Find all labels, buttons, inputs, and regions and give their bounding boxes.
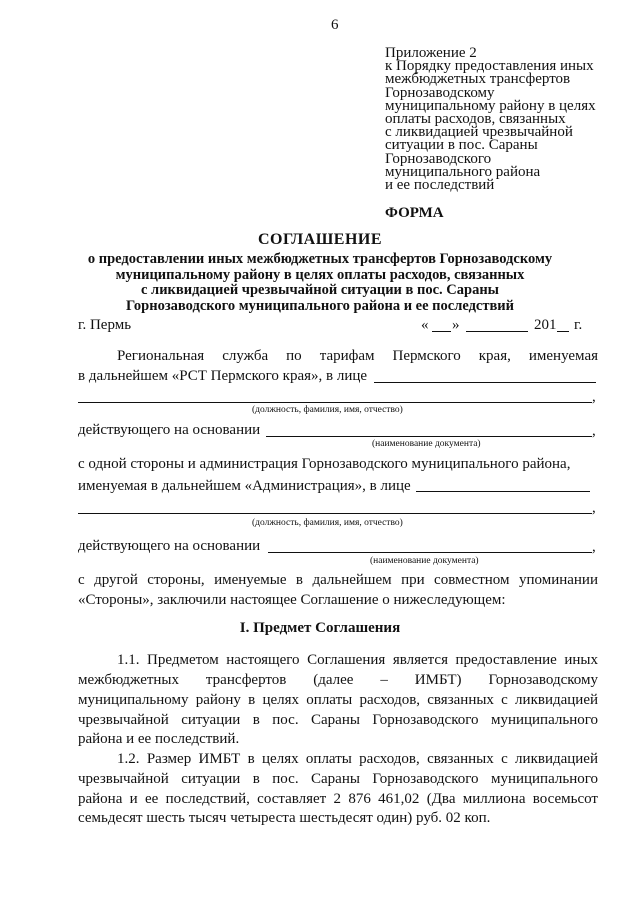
date-quote-open: «	[421, 317, 429, 333]
appendix-line: Горнозаводскому	[385, 84, 495, 101]
party2-position-blank[interactable]	[78, 513, 592, 514]
party2-document-hint: (наименование документа)	[370, 556, 479, 566]
date-quote-close: »	[452, 317, 460, 333]
appendix-line: муниципальному району в целях	[385, 97, 596, 114]
subtitle-line: Горнозаводского муниципального района и ее последствий	[125, 297, 515, 314]
party1-document-hint: (наименование документа)	[372, 439, 481, 449]
date-month-blank[interactable]	[466, 331, 528, 332]
appendix-line: и ее последствий	[385, 177, 495, 194]
section1-p1-line: муниципальному району в целях оплаты расходов, связанных с ликвидацией	[78, 692, 598, 708]
page-number: 6	[331, 17, 339, 33]
section1-p2-line: семьдесят шесть тысяч четыреста шестьдесят один) руб. 02 коп.	[78, 810, 491, 826]
closing-line1: с другой стороны, именуемые в дальнейшем при совместном упоминании	[78, 572, 598, 588]
appendix-line: муниципального района	[385, 163, 541, 180]
party2-basis-label: действующего на основании	[78, 538, 261, 554]
party2-representative-blank[interactable]	[416, 491, 590, 492]
party2-comma: ,	[592, 500, 596, 516]
party1-line2: в дальнейшем «РСТ Пермского края», в лице	[78, 368, 368, 384]
subtitle-line: о предоставлении иных межбюджетных трансфертов Горнозаводскому	[87, 251, 553, 267]
section1-p2-line: 1.2. Размер ИМБТ в целях оплаты расходов, связанных с ликвидацией	[117, 751, 598, 767]
place-text: г. Пермь	[78, 317, 132, 333]
date-year-blank[interactable]	[557, 331, 569, 332]
party2-basis-comma: ,	[592, 539, 596, 555]
closing-line2: «Стороны», заключили настоящее Соглашение о нижеследующем:	[78, 592, 506, 608]
appendix-line: ситуации в пос. Сараны	[385, 137, 538, 154]
appendix-line: межбюджетных трансфертов	[385, 71, 571, 88]
appendix-line: оплаты расходов, связанных	[385, 111, 566, 128]
document-title: СОГЛАШЕНИЕ	[257, 231, 383, 248]
section1-p2-line: района и ее последствий, составляет 2 876 461,02 (Два миллиона восемьсот	[78, 791, 598, 807]
section1-p1-line: 1.1. Предметом настоящего Соглашения является предоставление иных	[117, 652, 598, 668]
date-day-blank[interactable]	[432, 331, 451, 332]
appendix-block	[385, 47, 596, 192]
party1-line1: Региональная служба по тарифам Пермского края, именуемая	[117, 348, 598, 364]
section1-p1-line: чрезвычайной ситуации в пос. Сараны Горнозаводского муниципального	[78, 712, 598, 728]
party1-comma: ,	[592, 389, 596, 405]
party1-basis-comma: ,	[592, 423, 596, 439]
section1-p1-line: межбюджетных трансфертов (далее – ИМБТ) Горнозаводскому	[78, 672, 598, 688]
section1-p2-line: чрезвычайной ситуации в пос. Сараны Горнозаводского муниципального	[78, 771, 598, 787]
document-subtitle	[40, 252, 600, 314]
subtitle-line: с ликвидацией чрезвычайной ситуации в пос. Сараны	[141, 282, 499, 298]
section1-heading: I. Предмет Соглашения	[239, 620, 401, 636]
party2-line1: с одной стороны и администрация Горнозаводского муниципального района,	[78, 456, 571, 472]
date-year-suffix: г.	[574, 317, 583, 333]
section1-p1-line: района и ее последствий.	[78, 731, 240, 747]
appendix-line: к Порядку предоставления иных	[385, 58, 594, 75]
party1-basis-blank[interactable]	[266, 436, 592, 437]
appendix-line: Горнозаводского	[385, 150, 492, 167]
party2-line2: именуемая в дальнейшем «Администрация», в лице	[78, 478, 411, 494]
party2-position-hint: (должность, фамилия, имя, отчество)	[252, 518, 403, 528]
form-label: ФОРМА	[385, 205, 444, 221]
subtitle-line: муниципальному району в целях оплаты расходов, связанных	[115, 266, 525, 283]
party1-basis-label: действующего на основании	[78, 422, 261, 438]
date-year-prefix: 201	[534, 317, 557, 333]
party1-position-hint: (должность, фамилия, имя, отчество)	[252, 405, 403, 415]
party1-position-blank[interactable]	[78, 402, 592, 403]
appendix-line: с ликвидацией чрезвычайной	[385, 124, 573, 141]
party2-basis-blank[interactable]	[268, 552, 592, 553]
party1-representative-blank[interactable]	[374, 382, 596, 383]
appendix-line: Приложение 2	[385, 45, 477, 61]
